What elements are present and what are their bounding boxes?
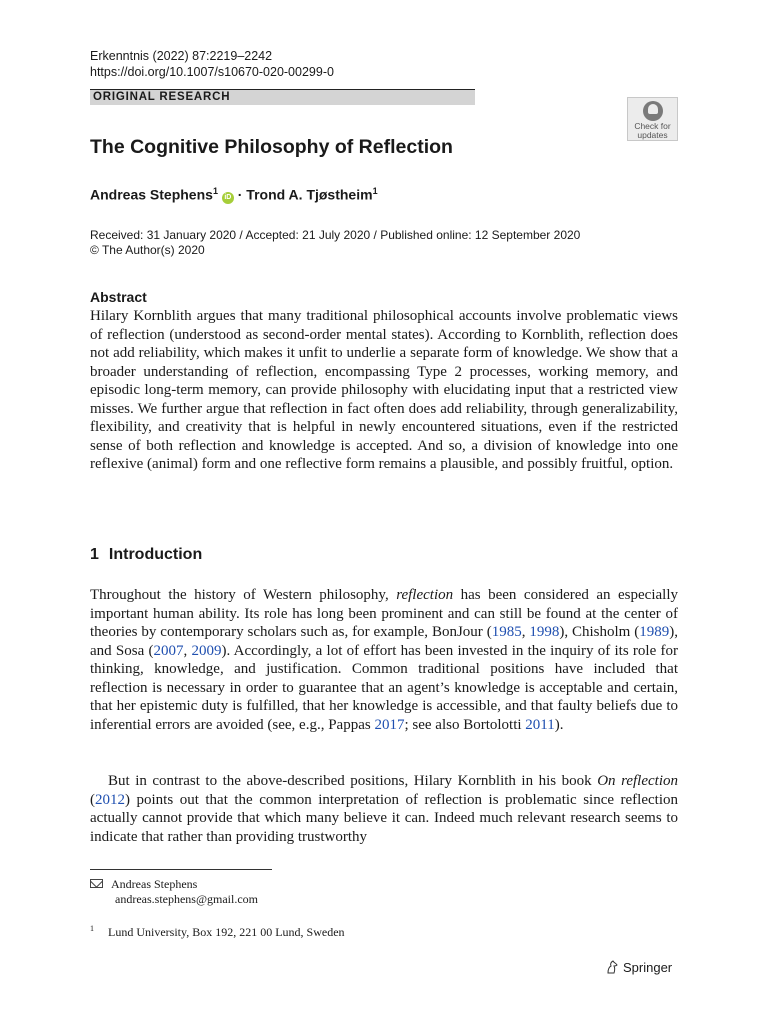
citation-link[interactable]: 2007	[153, 642, 184, 659]
text-run: ), Chisholm (	[559, 624, 640, 640]
affiliation-text: Lund University, Box 192, 221 00 Lund, Sweden	[108, 925, 345, 939]
text-run: ). Accordingly, a lot of effort has been invested in the inquiry of its role for thinking, knowledge, and justification. Common traditional positions have included that reflection is necessary in order to guarantee that an agent’s knowledge is acceptable and certain, that her epistemic duty is fulfilled, that her knowledge is accessible, and that faulty beliefs due to inferential errors are avoided (see, e.g., Pappas	[90, 642, 678, 733]
text-run: has been considered an especially important human ability. Its role has long been prominent and can still be found at the center of theories by contemporary scholars such as, for example, BonJour (	[90, 587, 678, 640]
affiliation-number: 1	[90, 924, 94, 933]
abstract-heading: Abstract	[90, 289, 147, 305]
body-paragraph	[90, 772, 678, 846]
body-paragraph	[90, 586, 678, 734]
citation-link[interactable]: 2012	[95, 791, 125, 808]
emphasis-text: reflection	[396, 587, 454, 603]
affiliation-marker: 1	[372, 186, 378, 196]
section-heading	[90, 546, 202, 564]
journal-info	[90, 48, 334, 80]
journal-citation: Erkenntnis (2022) 87:2219–2242	[90, 49, 273, 63]
emphasis-text: On reflection	[597, 773, 678, 789]
abstract-text: Hilary Kornblith argues that many traditional philosophical accounts involve problematic views of reflection (understood as second-order mental states). According to Kornblith, reflection does not add reliability, which makes it unfit to underlie a separate form of knowledge. We show that a broader understanding of reflection, encompassing Type 2 processes, working memory, and episodic long-term memory, can provide philosophy with elucidating input that a restricted view misses. We further argue that reflection in fact often does add reliability, through generalizability, flexibility, and creativity that is helpful in newly encountered situations, even if the restricted sense of both reflection and knowledge is accepted. And so, a division of knowledge into one reflexive (animal) form and one reflective form remains a plausible, and possibly fruitful, option.	[90, 308, 678, 472]
check-updates-line1: Check for	[634, 121, 671, 131]
copyright-notice: © The Author(s) 2020	[90, 243, 205, 257]
received-accepted-published: Received: 31 January 2020 / Accepted: 21 July 2020 / Published online: 12 September 2020	[90, 228, 581, 242]
author-list	[90, 186, 378, 204]
corresponding-author-email[interactable]: andreas.stephens@gmail.com	[115, 892, 259, 906]
publication-dates	[90, 228, 580, 258]
footnote-divider	[90, 869, 272, 870]
affiliation-marker: 1	[212, 186, 218, 196]
citation-link[interactable]: 2009	[191, 642, 222, 659]
publisher-name: Springer	[623, 960, 673, 975]
corresponding-author	[90, 877, 258, 907]
springer-horse-icon	[605, 960, 619, 974]
text-run: ), and Sosa (	[90, 624, 679, 659]
text-run: Throughout the history of Western philosophy,	[90, 587, 397, 603]
text-run: ).	[554, 716, 564, 733]
author-separator: ·	[233, 186, 247, 203]
article-title: The Cognitive Philosophy of Reflection	[90, 136, 453, 158]
text-run: (	[90, 791, 95, 808]
author-name[interactable]: Andreas Stephens	[90, 186, 213, 203]
section-title: Introduction	[108, 546, 203, 563]
text-run: ; see also Bortolotti	[404, 716, 526, 733]
citation-link[interactable]: 2011	[525, 716, 555, 733]
article-type-label: ORIGINAL RESEARCH	[93, 91, 231, 103]
doi-link[interactable]: https://doi.org/10.1007/s10670-020-00299-0	[90, 65, 334, 79]
text-run: ,	[183, 642, 192, 659]
citation-link[interactable]: 1985	[491, 624, 522, 640]
citation-link[interactable]: 1989	[639, 624, 670, 640]
article-type-banner	[90, 89, 475, 105]
text-run: But in contrast to the above-described positions, Hilary Kornblith in his book	[108, 773, 598, 789]
bookmark-icon	[643, 101, 663, 121]
corresponding-author-name: Andreas Stephens	[111, 877, 198, 891]
citation-link[interactable]: 1998	[529, 624, 560, 640]
orcid-icon[interactable]: iD	[222, 192, 234, 204]
affiliation-footnote	[90, 921, 345, 940]
publisher-logo	[605, 960, 672, 975]
text-run: ) points out that the common interpretation of reflection is problematic since reflection actually cannot provide that which many believe it can. Indeed much relevant research seems to indicate that rather than providing trustworthy	[90, 791, 678, 845]
text-run: ,	[521, 624, 530, 640]
section-number: 1	[90, 546, 99, 563]
envelope-icon	[90, 879, 103, 888]
citation-link[interactable]: 2017	[374, 716, 405, 733]
check-updates-line2: updates	[637, 130, 668, 140]
check-for-updates-badge[interactable]	[627, 97, 678, 141]
author-name[interactable]: Trond A. Tjøstheim	[246, 186, 373, 203]
